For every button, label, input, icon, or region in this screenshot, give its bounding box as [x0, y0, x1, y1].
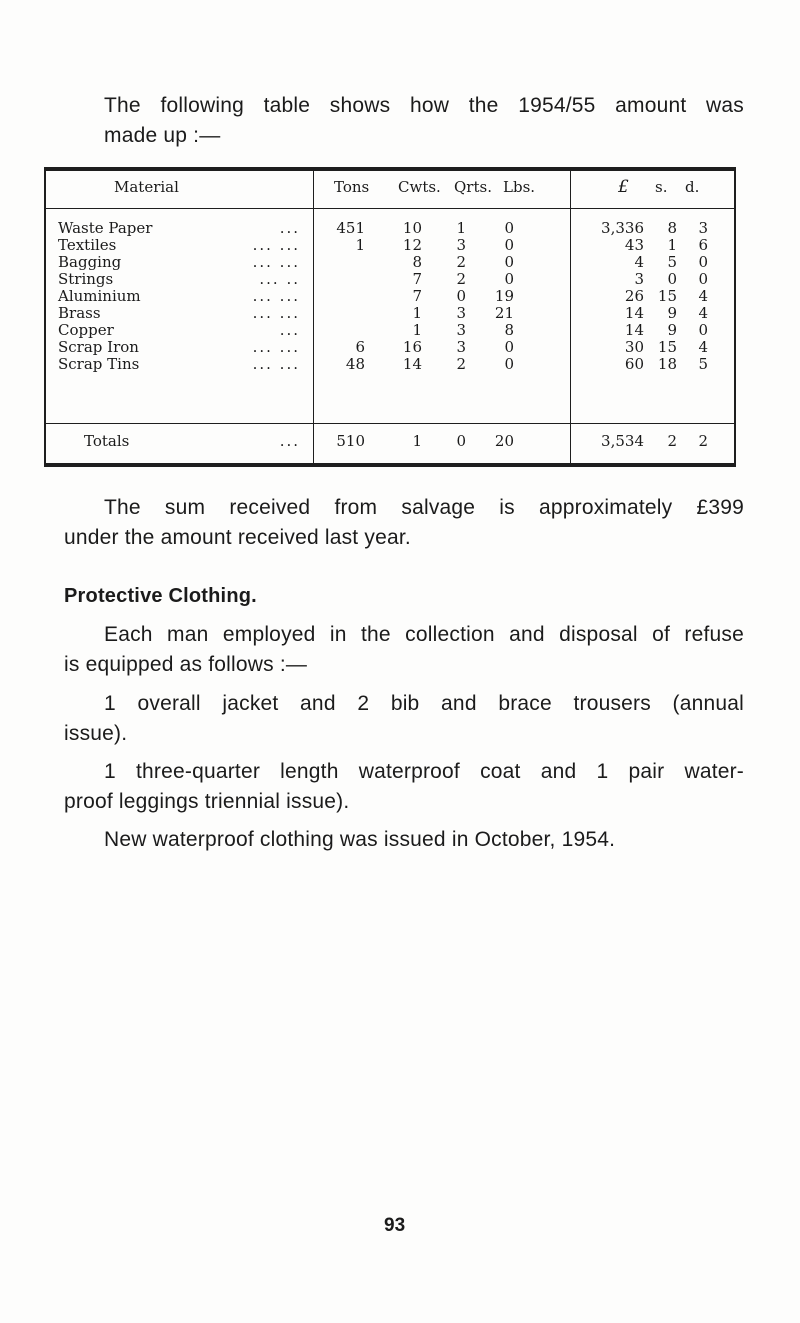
table-right-rule: [734, 167, 736, 467]
totals-cell-lbs: 20: [494, 432, 514, 450]
table-cell-lbs: 0: [504, 270, 514, 288]
header-shillings: s.: [655, 178, 668, 196]
table-cell-lbs: 0: [504, 355, 514, 373]
table-cell-pounds: 26: [624, 287, 644, 305]
salvage-table: [44, 167, 736, 467]
header-pence: d.: [685, 178, 700, 196]
table-cell-lbs: 0: [504, 236, 514, 254]
intro-line-1: The following table shows how the 1954/55 amount was: [104, 94, 744, 117]
header-separator: [44, 208, 736, 209]
header-pounds: £: [618, 177, 629, 197]
table-cell-shillings: 18: [657, 355, 677, 373]
table-cell-pence: 4: [698, 338, 708, 356]
table-cell-tons: 6: [355, 338, 365, 356]
table-cell-pounds: 43: [624, 236, 644, 254]
table-row-material: Textiles: [58, 236, 117, 254]
table-cell-qrts: 2: [456, 355, 466, 373]
table-cell-tons: 451: [336, 219, 365, 237]
totals-separator: [44, 423, 736, 424]
table-row-material: Strings: [58, 270, 114, 288]
table-row-material: Scrap Tins: [58, 355, 140, 373]
table-cell-pence: 6: [698, 236, 708, 254]
table-bottom-rule: [44, 463, 736, 467]
table-cell-pounds: 4: [634, 253, 644, 271]
section-heading: Protective Clothing.: [64, 585, 257, 607]
paragraph-line: is equipped as follows :—: [64, 653, 308, 676]
totals-cell-shillings: 2: [667, 432, 677, 450]
table-cell-lbs: 0: [504, 338, 514, 356]
header-lbs: Lbs.: [503, 178, 536, 196]
table-cell-qrts: 3: [456, 304, 466, 322]
header-cwts: Cwts.: [398, 178, 441, 196]
leader-dots: ...: [279, 321, 300, 339]
leader-dots: ... ...: [252, 253, 300, 271]
table-cell-cwts: 14: [402, 355, 422, 373]
table-cell-shillings: 15: [657, 338, 677, 356]
paragraph-equipment: [64, 620, 744, 680]
table-cell-pence: 5: [698, 355, 708, 373]
table-cell-pounds: 3,336: [601, 219, 644, 237]
totals-cell-tons: 510: [336, 432, 365, 450]
table-row-material: Copper: [58, 321, 114, 339]
paragraph-new-issue: [64, 825, 744, 855]
paragraph-overall: [64, 689, 744, 749]
table-cell-cwts: 16: [402, 338, 422, 356]
leader-dots: ... ...: [252, 338, 300, 356]
table-top-rule: [44, 167, 736, 171]
table-cell-qrts: 3: [456, 321, 466, 339]
header-qrts: Qrts.: [454, 178, 492, 196]
leader-dots: ... ...: [252, 304, 300, 322]
table-cell-cwts: 1: [412, 304, 422, 322]
table-cell-pounds: 14: [624, 321, 644, 339]
table-cell-pence: 4: [698, 304, 708, 322]
table-cell-pounds: 60: [624, 355, 644, 373]
table-cell-shillings: 9: [667, 321, 677, 339]
table-cell-pence: 0: [698, 270, 708, 288]
table-cell-tons: 1: [355, 236, 365, 254]
table-cell-cwts: 7: [412, 270, 422, 288]
table-cell-cwts: 1: [412, 321, 422, 339]
summary-line-1: The sum received from salvage is approximately £399: [104, 496, 744, 519]
table-cell-qrts: 3: [456, 236, 466, 254]
table-row-material: Brass: [58, 304, 101, 322]
table-cell-qrts: 0: [456, 287, 466, 305]
leader-dots: ... ...: [252, 355, 300, 373]
table-cell-qrts: 2: [456, 270, 466, 288]
table-cell-shillings: 15: [657, 287, 677, 305]
leader-dots: ... ...: [252, 236, 300, 254]
table-row-material: Bagging: [58, 253, 122, 271]
table-cell-shillings: 1: [667, 236, 677, 254]
totals-cell-pence: 2: [698, 432, 708, 450]
paragraph-waterproof: [64, 757, 744, 817]
paragraph-line: 1 three-quarter length waterproof coat and 1 pair water-: [104, 760, 744, 783]
table-cell-pounds: 3: [634, 270, 644, 288]
table-cell-shillings: 0: [667, 270, 677, 288]
table-cell-lbs: 0: [504, 219, 514, 237]
table-cell-shillings: 9: [667, 304, 677, 322]
table-cell-qrts: 3: [456, 338, 466, 356]
table-cell-shillings: 5: [667, 253, 677, 271]
table-cell-cwts: 10: [402, 219, 422, 237]
paragraph-line: 1 overall jacket and 2 bib and brace trousers (annual: [104, 692, 744, 715]
intro-line-2: made up :—: [104, 124, 221, 147]
paragraph-line: issue).: [64, 722, 128, 745]
leader-dots: ...: [279, 432, 300, 450]
table-cell-pence: 4: [698, 287, 708, 305]
table-cell-cwts: 12: [402, 236, 422, 254]
totals-cell-qrts: 0: [456, 432, 466, 450]
table-cell-pence: 3: [698, 219, 708, 237]
table-cell-cwts: 7: [412, 287, 422, 305]
paragraph-line: New waterproof clothing was issued in October, 1954.: [104, 828, 616, 851]
table-cell-tons: 48: [345, 355, 365, 373]
table-cell-qrts: 1: [456, 219, 466, 237]
paragraph-line: Each man employed in the collection and disposal of refuse: [104, 623, 744, 646]
table-cell-lbs: 8: [504, 321, 514, 339]
table-cell-shillings: 8: [667, 219, 677, 237]
table-cell-pence: 0: [698, 253, 708, 271]
table-cell-pounds: 14: [624, 304, 644, 322]
leader-dots: ... ..: [259, 270, 300, 288]
table-cell-qrts: 2: [456, 253, 466, 271]
totals-cell-pounds: 3,534: [601, 432, 644, 450]
col-divider-material: [313, 167, 314, 467]
table-row-material: Scrap Iron: [58, 338, 139, 356]
table-cell-cwts: 8: [412, 253, 422, 271]
table-cell-lbs: 21: [494, 304, 514, 322]
header-material: Material: [114, 178, 179, 196]
paragraph-line: proof leggings triennial issue).: [64, 790, 350, 813]
table-left-rule: [44, 167, 46, 467]
leader-dots: ...: [279, 219, 300, 237]
summary-paragraph: [64, 493, 744, 553]
table-row-material: Aluminium: [58, 287, 141, 305]
intro-paragraph: [104, 91, 744, 151]
totals-label: Totals: [84, 432, 130, 450]
totals-cell-cwts: 1: [412, 432, 422, 450]
leader-dots: ... ...: [252, 287, 300, 305]
table-cell-lbs: 0: [504, 253, 514, 271]
summary-line-2: under the amount received last year.: [64, 526, 411, 549]
page-number: 93: [384, 1215, 406, 1236]
table-cell-lbs: 19: [494, 287, 514, 305]
table-cell-pence: 0: [698, 321, 708, 339]
col-divider-weight: [570, 167, 571, 467]
table-cell-pounds: 30: [624, 338, 644, 356]
table-row-material: Waste Paper: [58, 219, 153, 237]
header-tons: Tons: [334, 178, 370, 196]
